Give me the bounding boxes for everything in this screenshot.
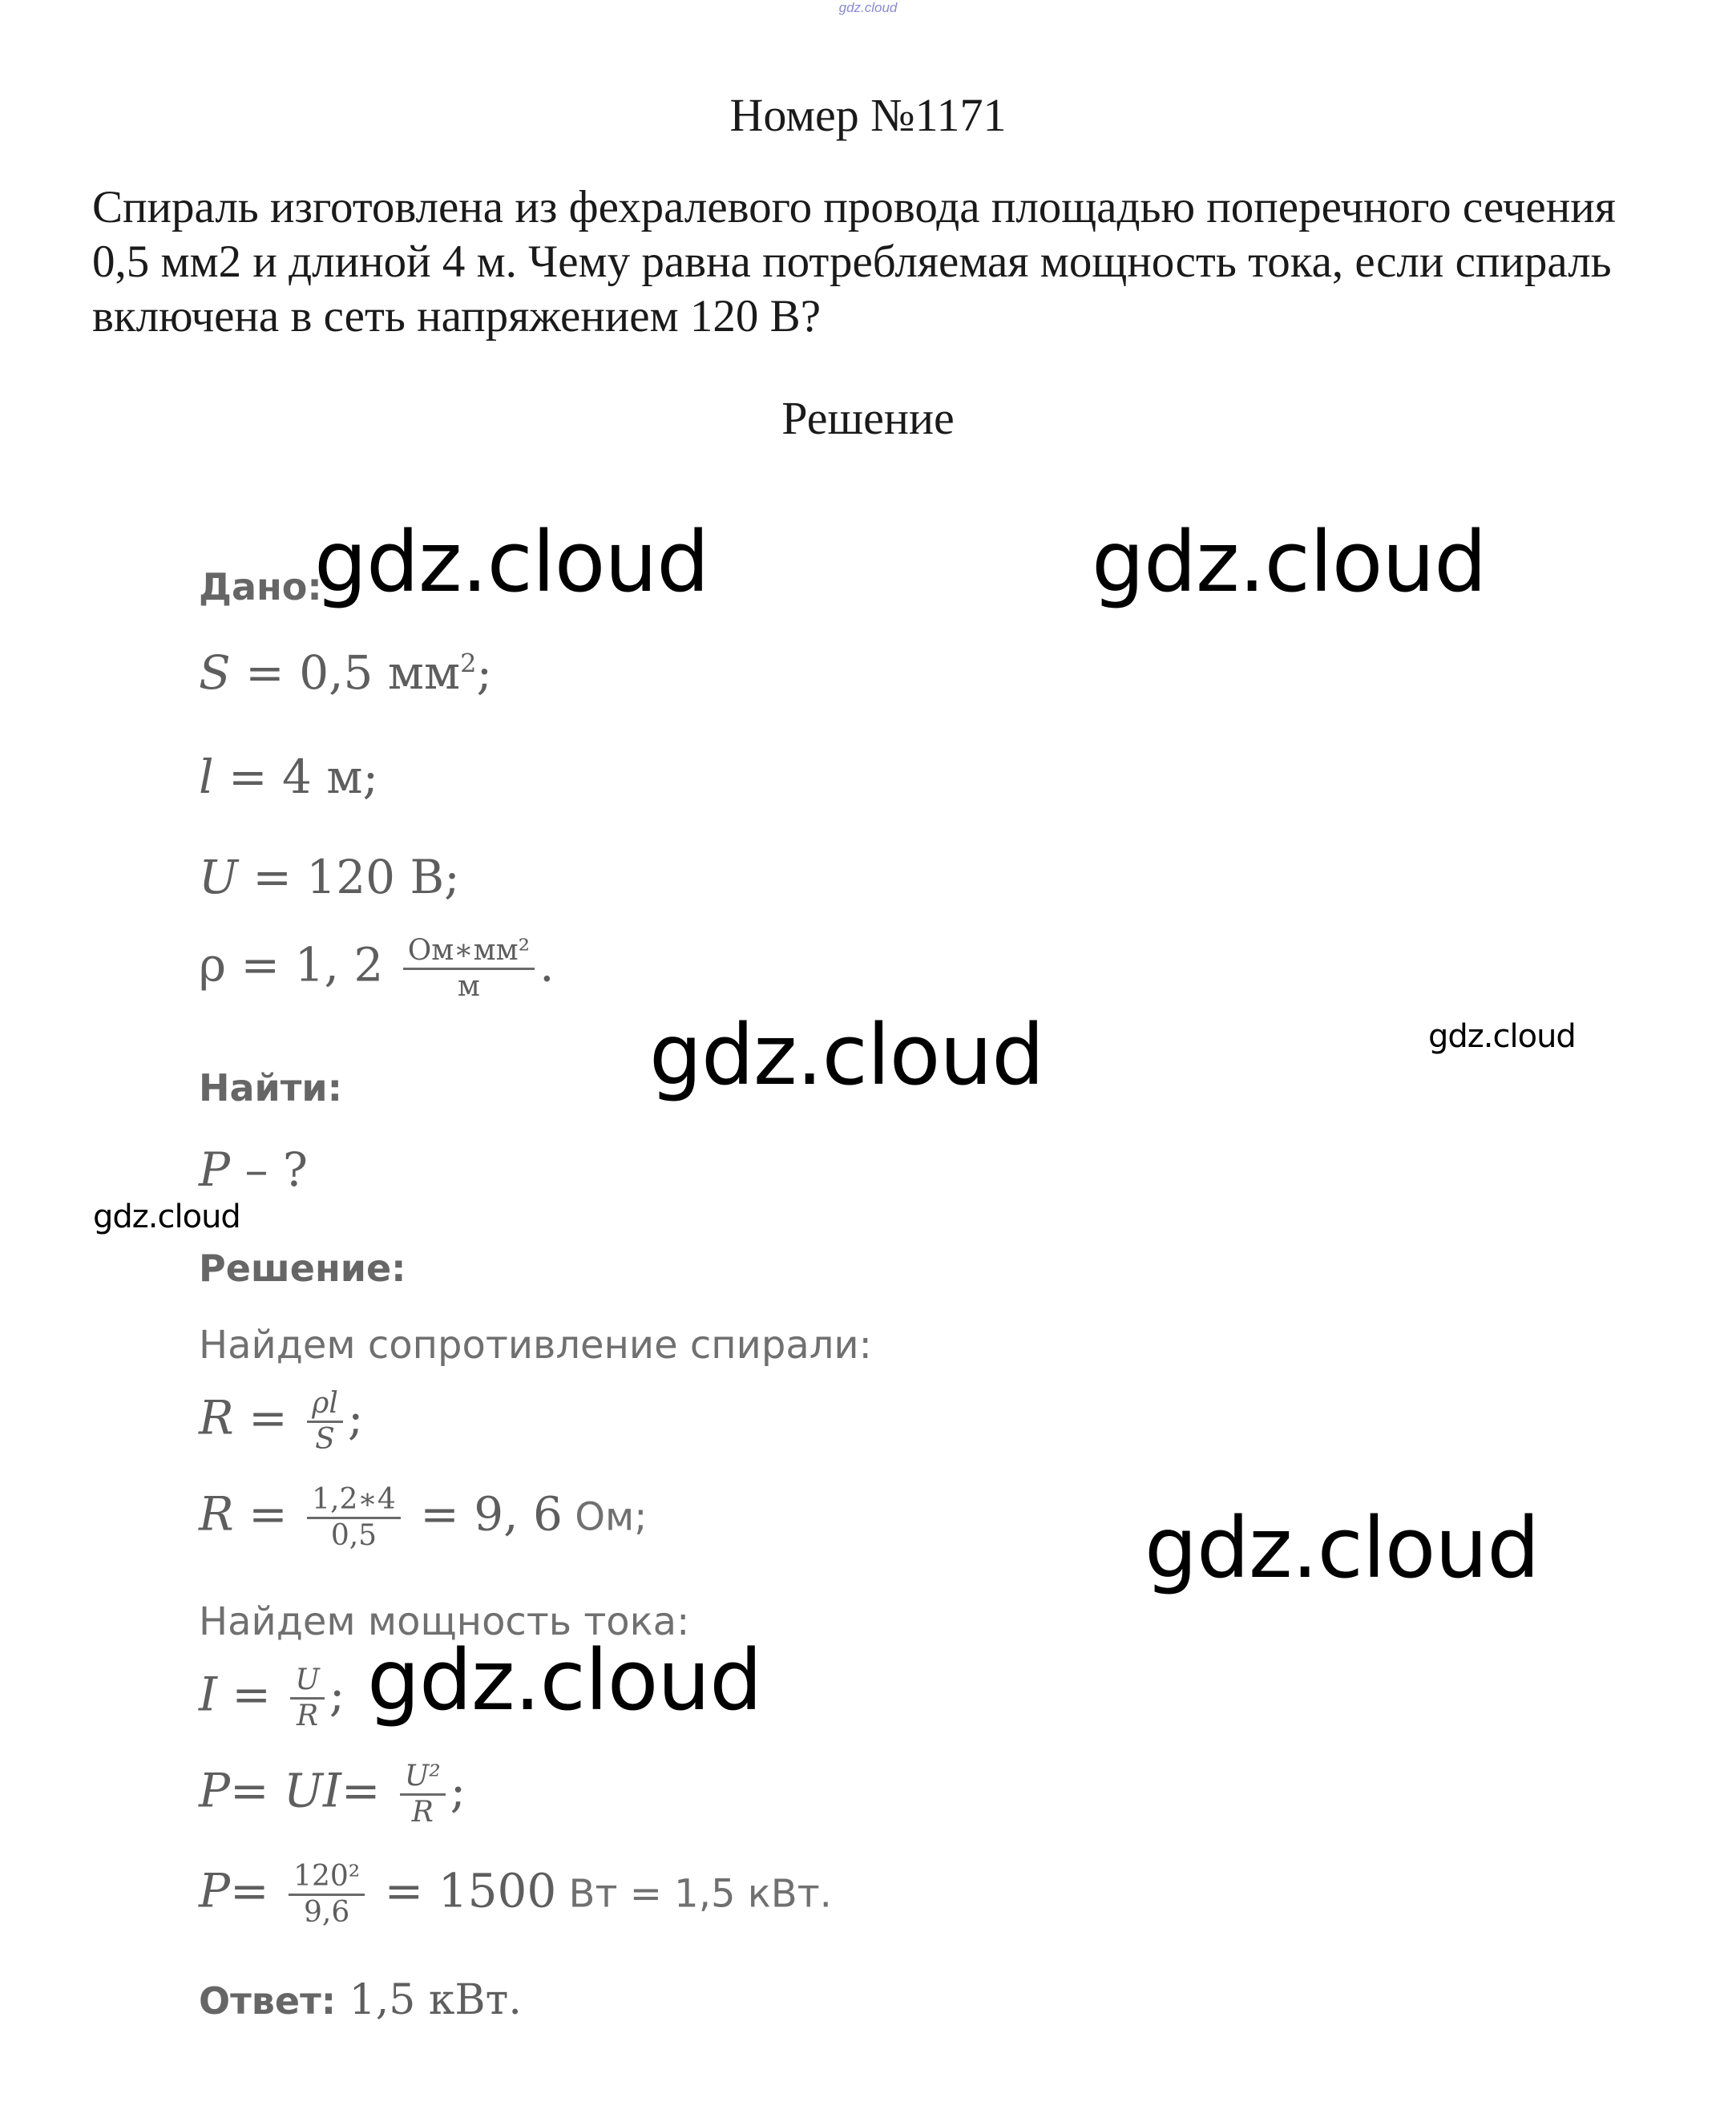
step-power-text: Найдем мощность тока: <box>199 1599 690 1644</box>
step-resistance-text: Найдем сопротивление спирали: <box>199 1323 872 1368</box>
formula-resistance: R = $\frac{\rho l}{S}$ ; <box>199 1387 364 1456</box>
given-area: S = 0,5 $мм^2$; <box>199 645 493 700</box>
formula-current: I = $\frac{U}{R}$ ; <box>199 1663 345 1732</box>
watermark: gdz.cloud <box>649 1006 1044 1104</box>
formula-power: P= UI= $\frac{\text{U²}}{R}$ ; <box>199 1760 466 1829</box>
problem-text: Спираль изготовлена из фехралевого провода площадью поперечного сечения 0,5 мм2 и длиной 4 м. Чему равна потребляемая мощность тока, если спираль включена в сеть напряжением 120 В? <box>92 182 1616 342</box>
answer: Ответ: 1,5 кВт. <box>199 1976 522 2024</box>
given-resistivity: ρ = 1, 2 $\frac{\text{Ом∗мм²}}{м}$ . <box>199 934 555 1003</box>
formula-resistance-value: R = $\frac{1,2∗4}{0,5}$ = 9, 6 Ом; <box>199 1483 648 1552</box>
resistance-fraction: $\frac{\rho l}{S}$ <box>307 1387 343 1457</box>
watermark: gdz.cloud <box>314 513 709 611</box>
find-label: Найти: <box>199 1066 343 1110</box>
resistivity-fraction: $\frac{\text{Ом∗мм²}}{м}$ <box>403 934 535 1004</box>
watermark: gdz.cloud <box>1092 513 1487 611</box>
page-title: Номер №1171 <box>729 89 1007 141</box>
power-value-fraction: $\frac{\text{120²}}{9,6}$ <box>289 1860 365 1930</box>
solution-label: Решение: <box>199 1247 406 1290</box>
watermark: gdz.cloud <box>93 1198 240 1235</box>
resistance-value-fraction: $\frac{1,2∗4}{0,5}$ <box>307 1483 401 1553</box>
given-label: Дано: <box>199 565 322 608</box>
current-fraction: $\frac{U}{R}$ <box>290 1663 324 1733</box>
given-voltage: U = 120 В; <box>199 850 460 904</box>
power-fraction: $\frac{\text{U²}}{R}$ <box>400 1760 446 1829</box>
formula-power-value: P= $\frac{\text{120²}}{9,6}$ = 1500 Вт = 1,5 кВт. <box>199 1860 832 1929</box>
given-length: l = 4 м; <box>199 750 379 804</box>
header-watermark: gdz.cloud <box>838 0 898 15</box>
watermark: gdz.cloud <box>1428 1018 1576 1055</box>
watermark: gdz.cloud <box>1145 1499 1540 1597</box>
find-power: P – ? <box>199 1142 308 1197</box>
solution-heading: Решение <box>781 392 955 444</box>
watermark: gdz.cloud <box>367 1631 762 1729</box>
